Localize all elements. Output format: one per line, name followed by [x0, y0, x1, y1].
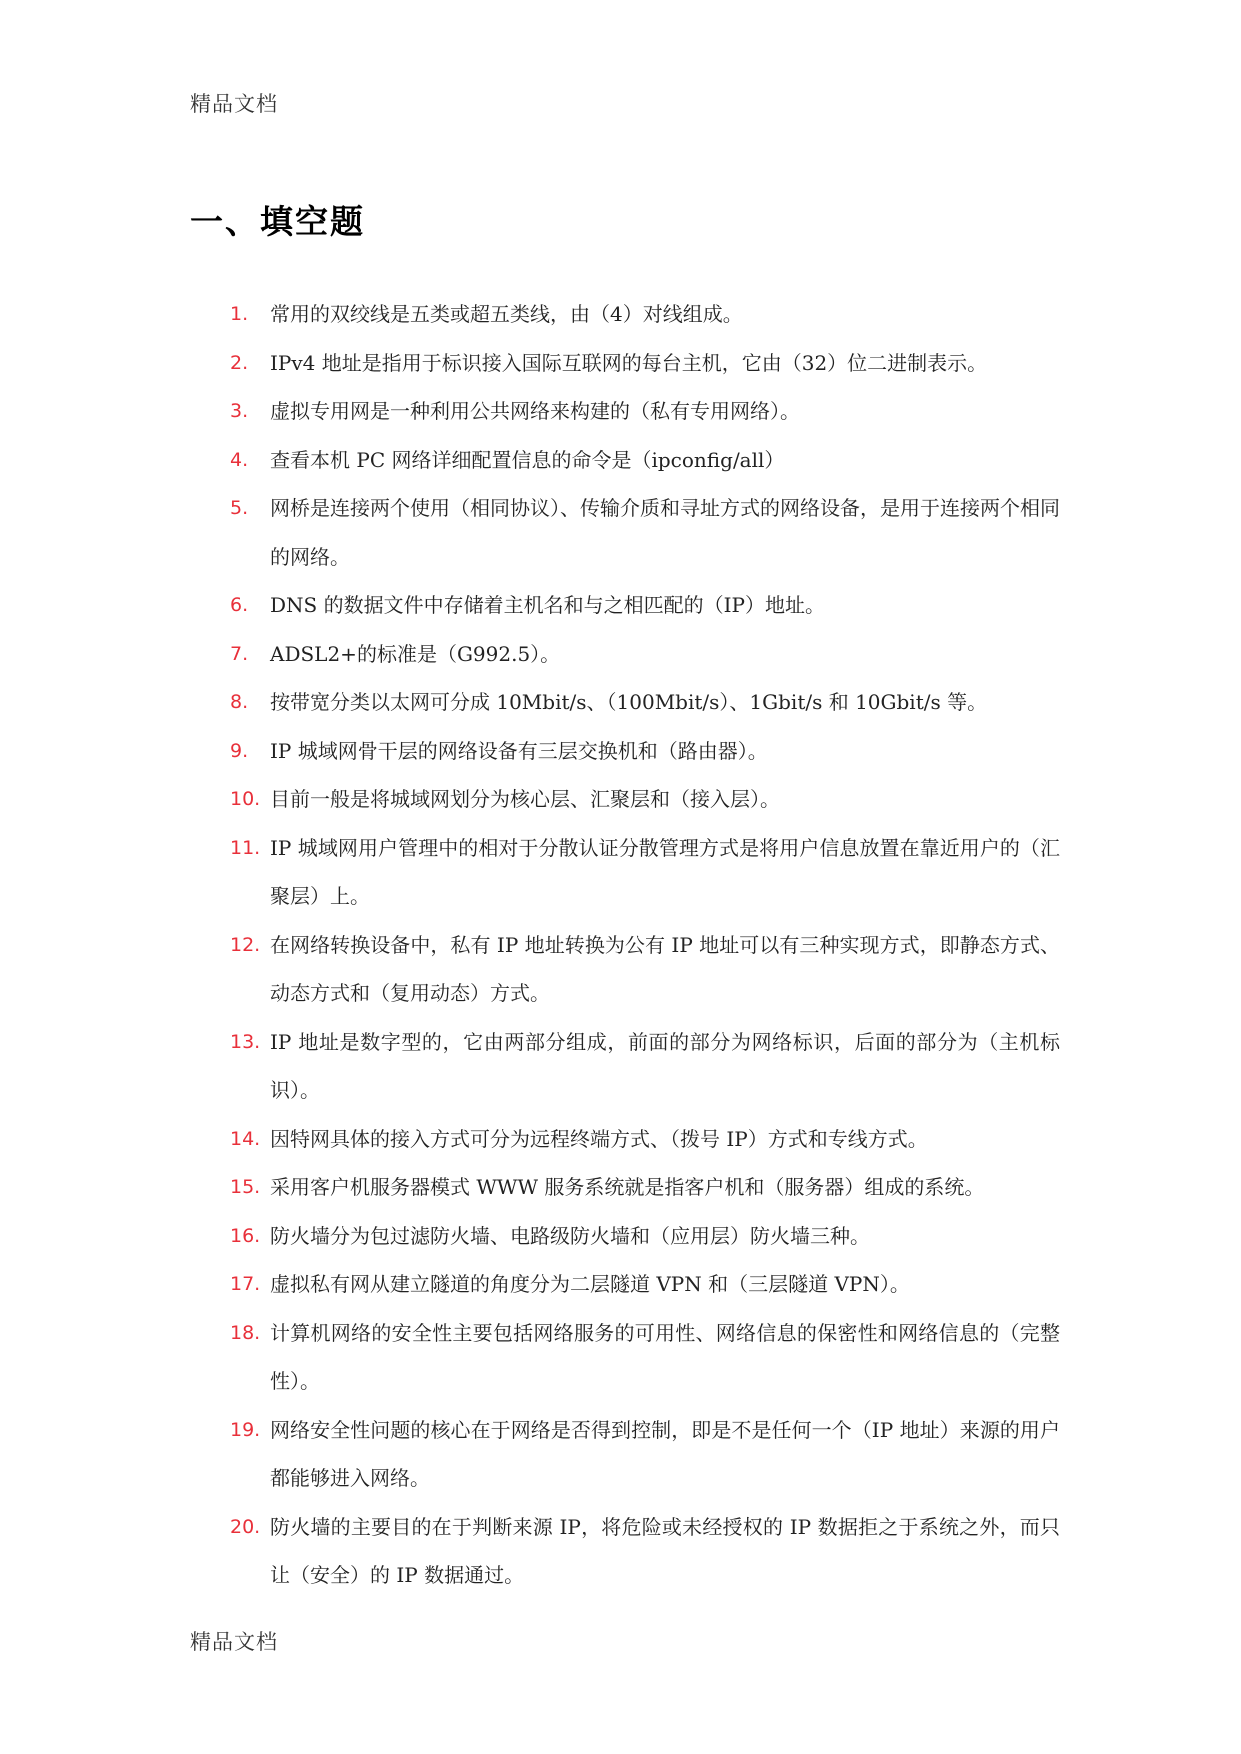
question-number: 6. [230, 594, 249, 616]
question-number: 5. [230, 497, 249, 519]
question-number: 2. [230, 351, 249, 374]
question-text: 目前一般是将城域网划分为核心层、汇聚层和（接入层）。 [270, 787, 780, 811]
question-number: 1. [230, 303, 249, 325]
question-number: 20. [230, 1515, 261, 1538]
question-item [230, 484, 1060, 581]
question-item [230, 387, 1060, 436]
question-item [230, 1503, 1060, 1600]
question-number: 15. [230, 1176, 261, 1198]
question-item [230, 630, 1060, 679]
question-number: 16. [230, 1224, 261, 1247]
question-number: 13. [230, 1030, 261, 1053]
question-item [230, 581, 1060, 630]
question-number: 3. [230, 400, 249, 422]
question-number: 19. [230, 1418, 261, 1441]
page-header: 精品文档 [190, 92, 278, 116]
question-item [230, 921, 1060, 1018]
question-text: 查看本机 PC 网络详细配置信息的命令是（ipconfig/all） [270, 447, 785, 472]
question-item [230, 1212, 1060, 1261]
question-number: 18. [230, 1321, 261, 1344]
page-footer: 精品文档 [190, 1630, 278, 1654]
question-text: 在网络转换设备中，私有 IP 地址转换为公有 IP 地址可以有三种实现方式，即静态方式、动态方式和（复用动态）方式。 [270, 932, 1060, 1005]
question-text: 网络安全性问题的核心在于网络是否得到控制，即是不是任何一个（IP 地址）来源的用户都能够进入网络。 [270, 1417, 1060, 1490]
question-text: 虚拟专用网是一种利用公共网络来构建的（私有专用网络）。 [270, 399, 800, 423]
question-text: 网桥是连接两个使用（相同协议）、传输介质和寻址方式的网络设备，是用于连接两个相同的网络。 [270, 496, 1060, 569]
question-number: 11. [230, 836, 261, 859]
question-list [230, 290, 1060, 1600]
question-text: 防火墙分为包过滤防火墙、电路级防火墙和（应用层）防火墙三种。 [270, 1223, 870, 1248]
question-text: 计算机网络的安全性主要包括网络服务的可用性、网络信息的保密性和网络信息的（完整性）。 [270, 1320, 1060, 1393]
question-item [230, 290, 1060, 339]
question-text: ADSL2+的标准是（G992.5）。 [270, 641, 561, 666]
question-item [230, 1163, 1060, 1212]
question-item [230, 824, 1060, 921]
question-text: IP 城域网用户管理中的相对于分散认证分散管理方式是将用户信息放置在靠近用户的（汇聚层）上。 [270, 835, 1060, 908]
question-number: 7. [230, 642, 249, 665]
question-number: 14. [230, 1127, 261, 1150]
question-number: 9. [230, 739, 249, 762]
question-item [230, 1018, 1060, 1115]
question-item [230, 1406, 1060, 1503]
question-number: 12. [230, 933, 261, 956]
question-text: 按带宽分类以太网可分成 10Mbit/s、（100Mbit/s）、1Gbit/s 和 10Gbit/s 等。 [270, 690, 988, 714]
question-item [230, 775, 1060, 824]
question-item [230, 727, 1060, 776]
question-text: IP 城域网骨干层的网络设备有三层交换机和（路由器）。 [270, 738, 768, 763]
question-text: 虚拟私有网从建立隧道的角度分为二层隧道 VPN 和（三层隧道 VPN）。 [270, 1272, 910, 1296]
question-text: IP 地址是数字型的，它由两部分组成，前面的部分为网络标识，后面的部分为（主机标识）。 [270, 1029, 1060, 1102]
question-item [230, 339, 1060, 388]
question-text: 防火墙的主要目的在于判断来源 IP，将危险或未经授权的 IP 数据拒之于系统之外，而只让（安全）的 IP 数据通过。 [270, 1514, 1060, 1587]
question-number: 10. [230, 788, 261, 810]
question-item [230, 1260, 1060, 1309]
question-item [230, 678, 1060, 727]
question-text: DNS 的数据文件中存储着主机名和与之相匹配的（IP）地址。 [270, 593, 825, 617]
question-number: 8. [230, 691, 249, 713]
section-title: 一、填空题 [190, 202, 365, 241]
question-number: 4. [230, 448, 249, 471]
question-number: 17. [230, 1273, 261, 1295]
question-item [230, 1309, 1060, 1406]
question-item [230, 1115, 1060, 1164]
question-text: 采用客户机服务器模式 WWW 服务系统就是指客户机和（服务器）组成的系统。 [270, 1175, 985, 1199]
question-text: 常用的双绞线是五类或超五类线，由（4）对线组成。 [270, 302, 743, 326]
question-item [230, 436, 1060, 485]
question-text: IPv4 地址是指用于标识接入国际互联网的每台主机，它由（32）位二进制表示。 [270, 350, 988, 375]
question-text: 因特网具体的接入方式可分为远程终端方式、（拨号 IP）方式和专线方式。 [270, 1126, 928, 1151]
